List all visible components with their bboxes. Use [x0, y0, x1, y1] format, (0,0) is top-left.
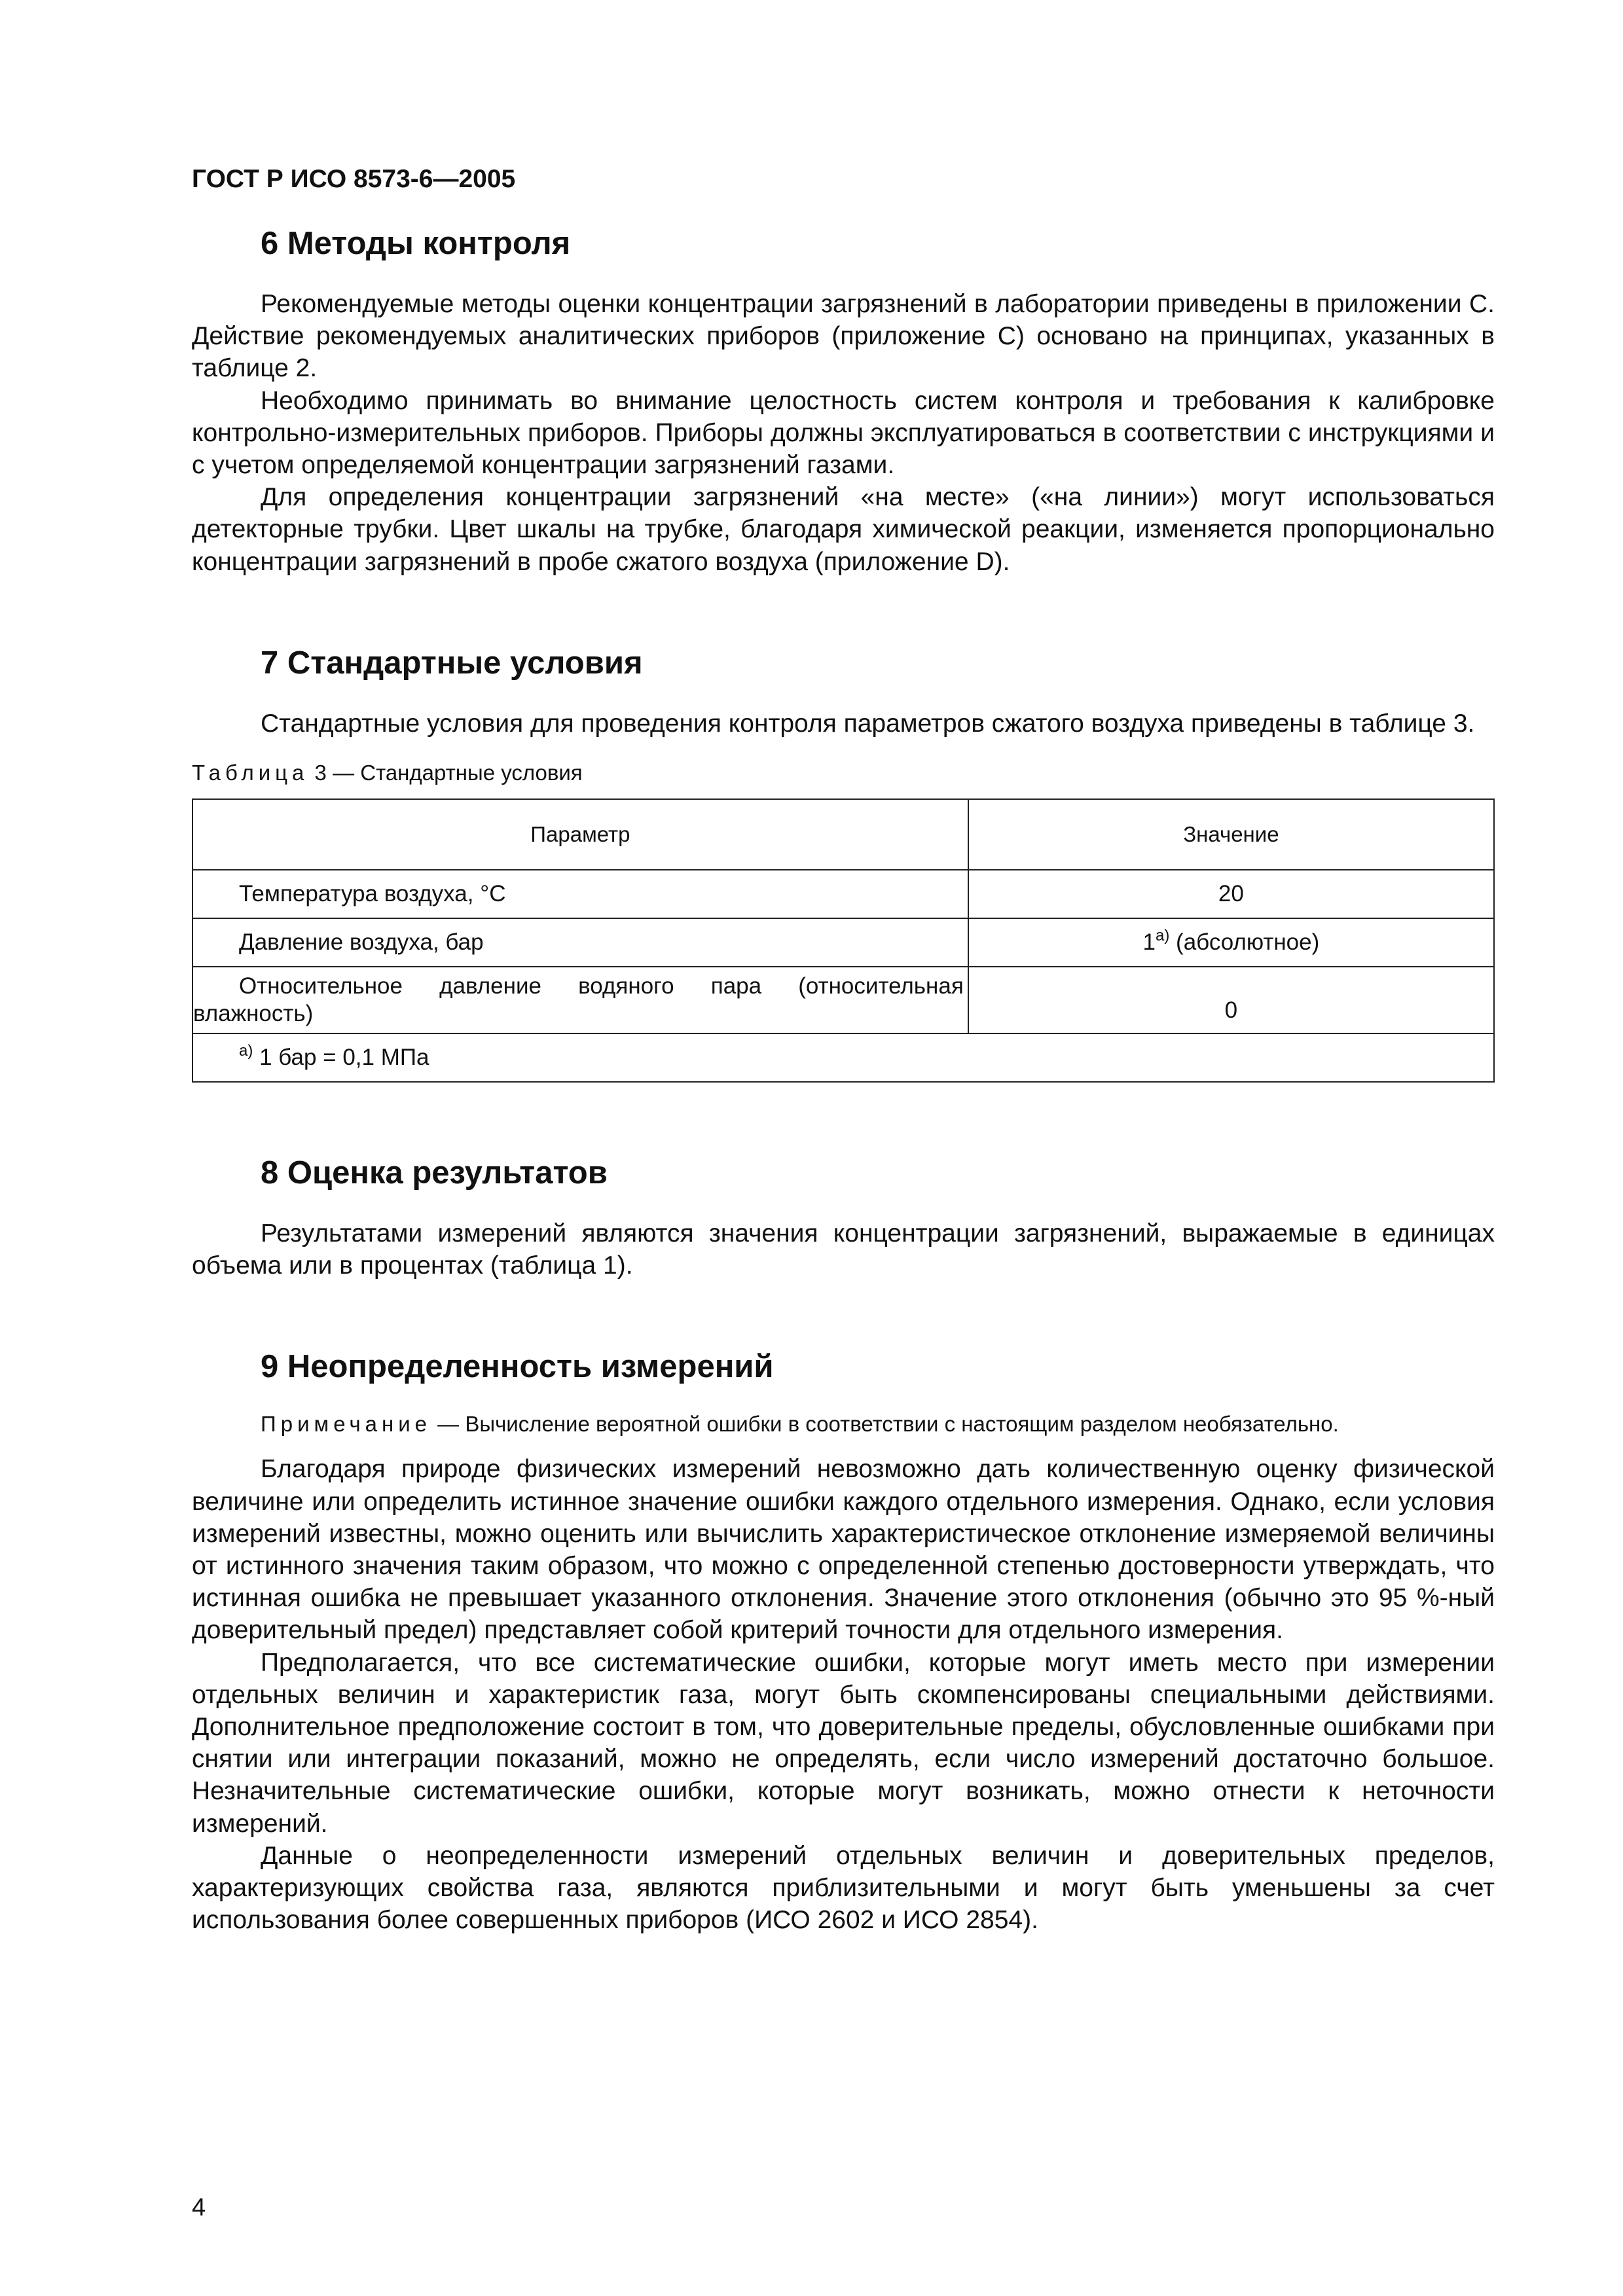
note-text: — Вычисление вероятной ошибки в соответствии с настоящим разделом необязательно.: [431, 1412, 1339, 1437]
page-number: 4: [192, 2194, 206, 2221]
value-qualifier: (абсолютное): [1169, 929, 1320, 956]
section-9-note: [192, 1410, 1495, 1439]
document-code-header: ГОСТ Р ИСО 8573-6—2005: [192, 165, 516, 193]
section-6-paragraph-3: Для определения концентрации загрязнений «на месте» («на линии») могут использоваться детекторные трубки. Цвет шкалы на трубке, благодаря химической реакции, изменяется пропорционально концентрации загрязнений в пробе сжатого воздуха (приложение D).: [192, 483, 1495, 576]
footnote-mark: а): [239, 1042, 253, 1060]
parameter-line-2: влажность): [193, 1001, 314, 1027]
table-header-row: [192, 799, 1494, 870]
table-cell-value: 0: [968, 967, 1494, 1033]
column-header-value: Значение: [968, 799, 1494, 870]
column-header-parameter: Параметр: [192, 799, 968, 870]
section-9-paragraph-2: Предполагается, что все систематические ошибки, которые могут иметь место при измерении отдельных величин и характеристик газа, могут быть скомпенсированы специальными действиями. Дополнительное предположение состоит в том, что доверительные пределы, обусловленные ошибками при снятии или интеграции показаний, можно не определять, если число измерений достаточно большое. Незначительные систематические ошибки, которые могут возникать, можно отнести к неточности измерений.: [192, 1648, 1495, 1838]
table-footnote: [192, 1033, 1494, 1082]
standard-conditions-table: [192, 798, 1495, 1083]
table-3-caption: [192, 759, 1495, 787]
footnote-reference: а): [1155, 927, 1170, 945]
section-6-paragraph-2: Необходимо принимать во внимание целостность систем контроля и требования к калибровке контрольно-измерительных приборов. Приборы должны эксплуатироваться в соответствии с инструкциями и с учетом определяемой концентрации загрязнений газами.: [192, 386, 1495, 480]
section-7-paragraph-1: Стандартные условия для проведения контроля параметров сжатого воздуха приведены в таблице 3.: [261, 709, 1475, 738]
section-6-paragraph-1: Рекомендуемые методы оценки концентрации загрязнений в лаборатории приведены в приложении С. Действие рекомендуемых аналитических приборов (приложение С) основано на принципах, указанных в таблице 2.: [192, 290, 1495, 383]
footnote-text: 1 бар = 0,1 МПа: [253, 1045, 429, 1071]
table-row: [192, 870, 1494, 918]
section-9-paragraph-3: Данные о неопределенности измерений отдельных величин и доверительных пределов, характеризующих свойства газа, являются приблизительными и могут быть уменьшены за счет использования более совершенных приборов (ИСО 2602 и ИСО 2854).: [192, 1841, 1495, 1935]
section-8-heading: 8 Оценка результатов: [261, 1155, 608, 1191]
table-row: [192, 918, 1494, 967]
table-footnote-row: [192, 1033, 1494, 1082]
document-page: [192, 164, 1495, 1936]
table-caption-text: 3 — Стандартные условия: [308, 761, 583, 785]
table-cell-value: [968, 918, 1494, 967]
table-cell-parameter: [192, 967, 968, 1033]
table-cell-parameter: Давление воздуха, бар: [192, 918, 968, 967]
table-caption-label: Таблица: [192, 761, 309, 785]
parameter-line-1: Относительное давление водяного пара (относительная: [239, 973, 964, 999]
section-9-heading: 9 Неопределенность измерений: [261, 1349, 774, 1385]
table-cell-parameter: Температура воздуха, °С: [192, 870, 968, 918]
note-label: Примечание: [261, 1412, 432, 1437]
section-7-heading: 7 Стандартные условия: [261, 645, 643, 681]
section-8-paragraph-1: Результатами измерений являются значения концентрации загрязнений, выражаемые в единицах объема или в процентах (таблица 1).: [192, 1219, 1495, 1280]
table-cell-value: 20: [968, 870, 1494, 918]
section-9-paragraph-1: Благодаря природе физических измерений невозможно дать количественную оценку физической величине или определить истинное значение ошибки каждого отдельного измерения. Однако, если условия измерений известны, можно оценить или вычислить характеристическое отклонение измеряемой величины от истинного значения таким образом, что можно с определенной степенью достоверности утверждать, что истинная ошибка не превышает указанного отклонения. Значение этого отклонения (обычно это 95 %-ный доверительный предел) представляет собой критерий точности для отдельного измерения.: [192, 1455, 1495, 1645]
section-6-heading: 6 Методы контроля: [261, 226, 571, 261]
value-number: 1: [1142, 929, 1156, 956]
table-row: [192, 967, 1494, 1033]
